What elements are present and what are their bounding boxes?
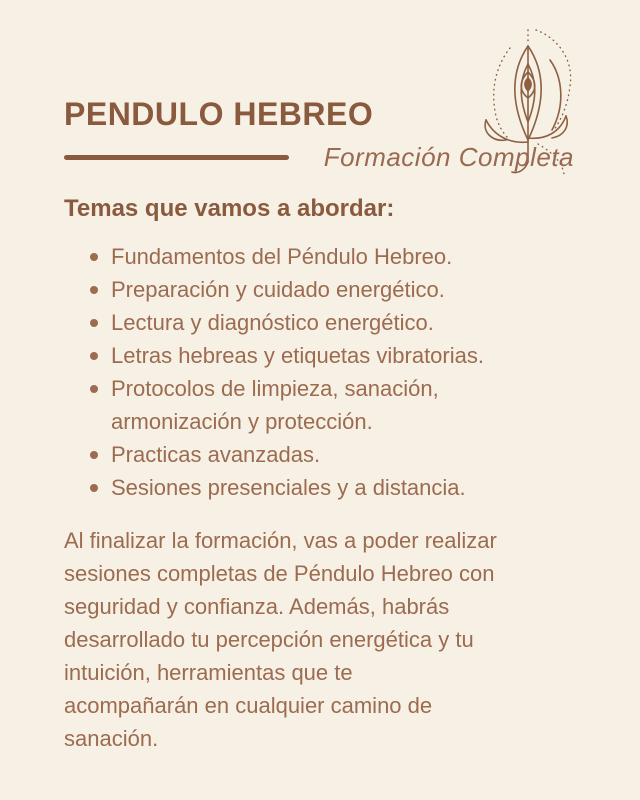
topic-item <box>90 372 484 438</box>
topic-item <box>90 273 484 306</box>
topic-line: Practicas avanzadas. <box>111 442 321 467</box>
bullet-dot-icon <box>90 352 98 360</box>
bullet-dot-icon <box>90 253 98 261</box>
closing-line: seguridad y confianza. Además, habrás <box>64 594 450 619</box>
topic-line: Lectura y diagnóstico energético. <box>111 310 434 335</box>
bullet-dot-icon <box>90 286 98 294</box>
topic-line: Letras hebreas y etiquetas vibratorias. <box>111 343 484 368</box>
page-title: PENDULO HEBREO <box>64 96 374 132</box>
subtitle-row <box>64 140 574 174</box>
bullet-dot-icon <box>90 385 98 393</box>
closing-line: Al finalizar la formación, vas a poder realizar <box>64 528 497 553</box>
topic-line: Fundamentos del Péndulo Hebreo. <box>111 244 453 269</box>
bullet-dot-icon <box>90 319 98 327</box>
topic-item <box>90 306 484 339</box>
closing-line: intuición, herramientas que te <box>64 660 353 685</box>
topic-item <box>90 471 484 504</box>
topic-line: Protocolos de limpieza, sanación, <box>111 376 439 401</box>
topic-item <box>90 240 484 273</box>
topic-line: armonización y protección. <box>111 409 373 434</box>
divider-rule <box>64 155 289 160</box>
topics-list <box>90 240 484 504</box>
closing-paragraph <box>64 524 497 755</box>
closing-line: desarrollado tu percepción energética y tu <box>64 627 474 652</box>
bullet-dot-icon <box>90 484 98 492</box>
topic-item <box>90 438 484 471</box>
topic-line: Preparación y cuidado energético. <box>111 277 445 302</box>
closing-line: sesiones completas de Péndulo Hebreo con <box>64 561 495 586</box>
topic-line: Sesiones presenciales y a distancia. <box>111 475 466 500</box>
bullet-dot-icon <box>90 451 98 459</box>
section-heading: Temas que vamos a abordar: <box>64 195 395 222</box>
closing-line: sanación. <box>64 726 159 751</box>
page-subtitle: Formación Completa <box>323 141 574 172</box>
topic-item <box>90 339 484 372</box>
closing-line: acompañarán en cualquier camino de <box>64 693 433 718</box>
